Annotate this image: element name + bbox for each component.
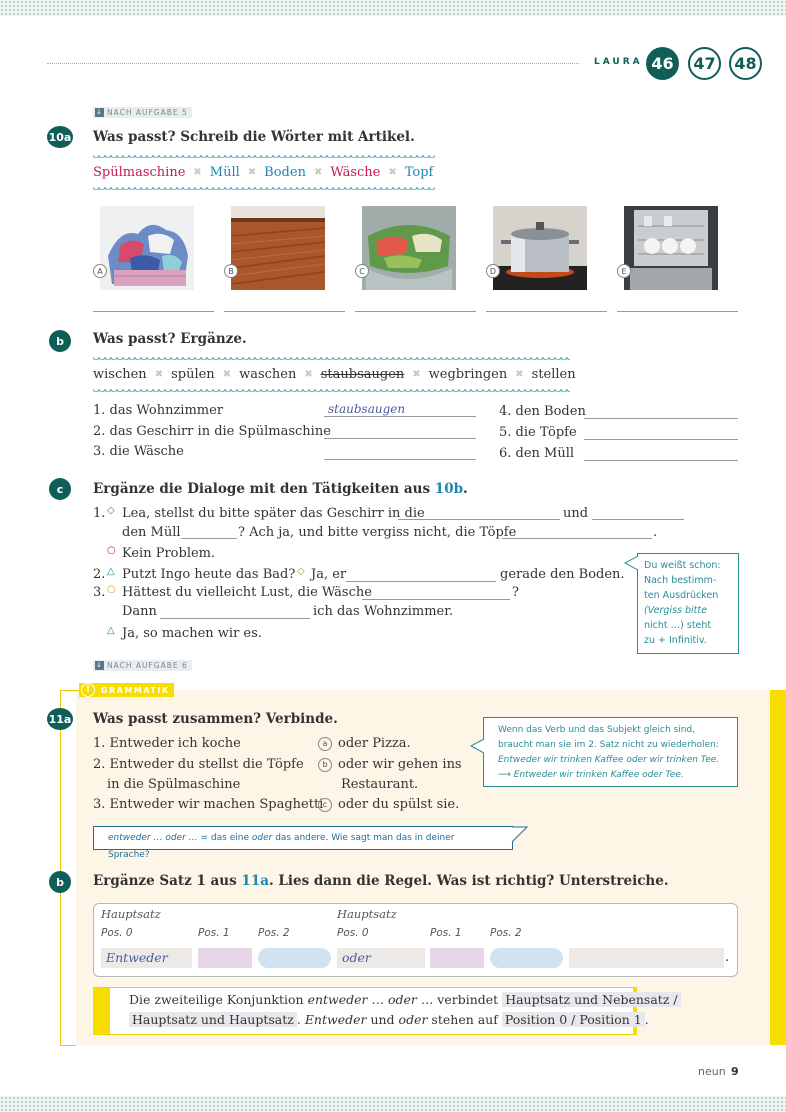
blank-4[interactable] xyxy=(502,538,652,539)
item-2: 2. das Geschirr in die Spülmaschine xyxy=(93,424,331,439)
question-end: . Lies dann die Regel. Was ist richtig? Unterstreiche. xyxy=(268,873,669,889)
word-wegbringen: wegbringen xyxy=(428,367,508,382)
subheading-text: NACH AUFGABE 5 xyxy=(107,108,188,117)
match-option-a[interactable] xyxy=(318,736,411,751)
wave-divider xyxy=(93,389,570,393)
rule-text: Die zweiteilige Konjunktion xyxy=(129,992,308,1007)
answer-line-6[interactable] xyxy=(584,460,738,461)
separator-icon: ✖ xyxy=(304,369,313,380)
arrow-right-icon: ⟶ xyxy=(498,770,514,780)
slot-pos2-a[interactable] xyxy=(258,948,331,968)
separator-icon: ✖ xyxy=(222,369,232,380)
note-entweder-oder xyxy=(93,826,513,860)
wave-divider xyxy=(93,357,570,361)
separator-icon: ✖ xyxy=(247,167,257,178)
slot-pos2-b[interactable] xyxy=(490,948,563,968)
arrow-down-icon: ↓ xyxy=(96,108,103,116)
blank-7[interactable] xyxy=(160,618,310,619)
position-label: Pos. 2 xyxy=(490,927,522,939)
photo-pot xyxy=(493,206,587,290)
answer-line-d[interactable] xyxy=(486,311,607,312)
rule-text: oder xyxy=(398,1012,428,1027)
dialog-1-line-1: Lea, stellst du bitte später das Geschirr in die xyxy=(122,506,425,521)
word-staubsaugen-crossed: staubsaugen xyxy=(320,367,405,382)
separator-icon: ✖ xyxy=(388,167,397,178)
blank-1[interactable] xyxy=(398,519,560,520)
page-tab-46[interactable]: 46 xyxy=(646,47,679,80)
word-box-10b xyxy=(93,367,576,382)
item-5: 5. die Töpfe xyxy=(499,425,577,440)
rule-text: stehen auf xyxy=(427,1012,502,1027)
option-letter-a: a xyxy=(318,737,332,751)
option-b-text: oder wir gehen ins xyxy=(338,757,462,772)
position-label: Pos. 1 xyxy=(198,927,230,939)
separator-icon: ✖ xyxy=(412,369,421,380)
rule-text: entweder … oder … xyxy=(307,992,434,1007)
question-reference: 11a xyxy=(241,873,269,889)
word-wischen: wischen xyxy=(93,367,147,382)
position-label: Pos. 0 xyxy=(101,927,133,939)
exclamation-icon: ! xyxy=(81,683,95,697)
diamond-icon: ◇ xyxy=(297,566,305,577)
photo-floor xyxy=(231,206,325,290)
answer-line-e[interactable] xyxy=(617,311,738,312)
answer-line-2[interactable] xyxy=(324,438,476,439)
item-1: 1. das Wohnzimmer xyxy=(93,403,224,418)
question-reference: 10b xyxy=(434,481,464,497)
rule-text: Entweder xyxy=(304,1012,367,1027)
item-6: 6. den Müll xyxy=(499,446,575,461)
option-a-text: oder Pizza. xyxy=(338,736,411,751)
dialog-1-number: 1. xyxy=(93,506,106,521)
subheading-nach-aufgabe-6 xyxy=(93,660,192,671)
answer-line-a[interactable] xyxy=(93,311,214,312)
answer-line-5[interactable] xyxy=(584,439,738,440)
question-10b: Was passt? Ergänze. xyxy=(93,331,247,347)
slot-rest[interactable] xyxy=(569,948,724,968)
note-part: das andere. Wie sagt man das in deiner Sprache? xyxy=(108,833,455,860)
match-left-2: 2. Entweder du stellst die Töpfe xyxy=(93,757,304,772)
column-head-hauptsatz-2: Hauptsatz xyxy=(337,907,397,921)
slot-pos1-b[interactable] xyxy=(430,948,484,968)
blank-3[interactable] xyxy=(181,538,237,539)
match-option-b[interactable] xyxy=(318,757,462,772)
dialog-2-number: 2. xyxy=(93,567,106,582)
circle-icon: ○ xyxy=(107,545,116,556)
tip-line: Wenn das Verb und das Subjekt gleich sind, xyxy=(498,725,695,735)
note-part: = das eine xyxy=(197,833,252,843)
header-name: LAURA xyxy=(594,57,643,67)
position-label: Pos. 1 xyxy=(430,927,462,939)
blank-6[interactable] xyxy=(362,599,510,600)
rule-line-1 xyxy=(129,992,681,1007)
grammar-frame-bottom xyxy=(60,1045,76,1046)
question-11a: Was passt zusammen? Verbinde. xyxy=(93,711,338,727)
dialog-3-question: Hättest du vielleicht Lust, die Wäsche xyxy=(122,585,372,600)
blank-2[interactable] xyxy=(592,519,684,520)
word-spuelmaschine: Spülmaschine xyxy=(93,165,186,180)
answer-line-b[interactable] xyxy=(224,311,345,312)
photo-dishwasher xyxy=(624,206,718,290)
photo-label-b: B xyxy=(224,264,238,278)
footer-page-word: neun xyxy=(698,1065,726,1078)
dialog-3-reply: Ja, so machen wir es. xyxy=(122,626,262,641)
grammar-label xyxy=(79,683,174,697)
word-box-10a xyxy=(93,165,433,180)
option-c-text: oder du spülst sie. xyxy=(338,797,460,812)
option-letter-c: c xyxy=(318,798,332,812)
dialog-1-reply: Kein Problem. xyxy=(122,546,216,561)
wave-divider xyxy=(93,155,435,159)
photo-label-a: A xyxy=(93,264,107,278)
dialog-1-line-2: ? Ach ja, und bitte vergiss nicht, die Töpfe xyxy=(238,525,517,540)
separator-icon: ✖ xyxy=(313,167,323,178)
tip-line: nicht …) steht xyxy=(644,620,712,631)
question-text: Ergänze Satz 1 aus xyxy=(93,873,242,889)
note-part: entweder … oder … xyxy=(108,833,198,843)
triangle-icon: △ xyxy=(107,625,115,636)
handwritten-answer-1: staubsaugen xyxy=(328,402,406,416)
photo-label-d: D xyxy=(486,264,500,278)
footer-page-number: 9 xyxy=(731,1065,739,1078)
match-left-1: 1. Entweder ich koche xyxy=(93,736,241,751)
match-left-3: 3. Entweder wir machen Spaghetti xyxy=(93,797,324,812)
match-option-c[interactable] xyxy=(318,797,459,812)
dialog-1-period: . xyxy=(653,525,658,540)
subheading-nach-aufgabe-5 xyxy=(93,107,192,118)
answer-line-1[interactable] xyxy=(324,416,476,417)
subheading-text: NACH AUFGABE 6 xyxy=(107,661,188,670)
word-spuelen: spülen xyxy=(171,367,215,382)
exercise-number-10b: b xyxy=(49,330,71,352)
answer-line-4[interactable] xyxy=(584,418,738,419)
rule-text: . xyxy=(644,1012,649,1027)
exercise-number-11b: b xyxy=(49,871,71,893)
callout-pointer xyxy=(624,555,640,571)
wave-divider xyxy=(93,187,435,191)
callout-pointer xyxy=(470,738,486,754)
note-pointer xyxy=(511,826,529,844)
dialog-2-answer: Ja, er xyxy=(311,567,347,582)
grammar-yellow-bar xyxy=(770,690,786,1045)
sentence-end-period: . xyxy=(725,950,730,965)
exercise-number-10c: c xyxy=(49,478,71,500)
match-option-b2: Restaurant. xyxy=(341,777,419,792)
question-11b xyxy=(93,873,669,889)
tip-callout-zu-infinitiv xyxy=(637,553,739,654)
tip-callout-verb-subject xyxy=(483,717,738,787)
word-waesche: Wäsche xyxy=(330,165,381,180)
photo-label-c: C xyxy=(355,264,369,278)
question-text: Ergänze die Dialoge mit den Tätigkeiten aus xyxy=(93,481,435,497)
handwritten-entweder: Entweder xyxy=(106,950,168,965)
column-head-hauptsatz-1: Hauptsatz xyxy=(101,907,161,921)
choice-hauptsatz-hauptsatz[interactable]: Hauptsatz und Hauptsatz xyxy=(129,1012,297,1027)
grammar-frame-top xyxy=(60,690,79,691)
dialog-1-und: und xyxy=(563,506,589,521)
diamond-icon: ◇ xyxy=(107,505,115,516)
dialog-1-muell: den Müll xyxy=(122,525,181,540)
separator-icon: ✖ xyxy=(193,167,202,178)
page-tab-47[interactable]: 47 xyxy=(688,47,721,80)
position-label: Pos. 0 xyxy=(337,927,369,939)
blank-5[interactable] xyxy=(346,581,496,582)
separator-icon: ✖ xyxy=(154,369,164,380)
note-part: oder xyxy=(251,833,273,843)
tip-line: Du weißt schon: xyxy=(644,560,721,571)
slot-pos1-a[interactable] xyxy=(198,948,252,968)
answer-line-3[interactable] xyxy=(324,459,476,460)
circle-icon: ○ xyxy=(107,584,116,595)
option-letter-b: b xyxy=(318,758,332,772)
header-rule xyxy=(47,63,579,64)
tip-line: braucht man sie im 2. Satz nicht zu wiederholen: xyxy=(498,740,719,750)
answer-line-c[interactable] xyxy=(355,311,476,312)
dialog-3-dann: Dann xyxy=(122,604,157,619)
photo-trash xyxy=(362,206,456,290)
position-label: Pos. 2 xyxy=(258,927,290,939)
grammar-frame-left xyxy=(60,690,61,1046)
tip-line: ten Ausdrücken xyxy=(644,590,719,601)
rule-text: verbindet xyxy=(433,992,503,1007)
word-muell: Müll xyxy=(209,165,240,180)
item-4: 4. den Boden xyxy=(499,404,586,419)
question-10c xyxy=(93,481,468,497)
tip-line: (Vergiss bitte xyxy=(644,605,707,616)
tip-line: zu + Infinitiv. xyxy=(644,635,707,646)
arrow-down-icon: ↓ xyxy=(96,661,103,669)
question-10a: Was passt? Schreib die Wörter mit Artikel. xyxy=(93,129,415,145)
dialog-3-qmark: ? xyxy=(512,585,519,600)
dialog-3-number: 3. xyxy=(93,585,106,600)
tip-line: Entweder wir trinken Kaffee oder wir trinken Tee. xyxy=(498,755,720,765)
photo-label-e: E xyxy=(617,264,631,278)
bottom-pattern-band xyxy=(0,1096,786,1112)
exercise-number-10a: 10a xyxy=(47,126,73,148)
choice-hauptsatz-nebensatz[interactable]: Hauptsatz und Nebensatz / xyxy=(502,992,680,1007)
photo-laundry xyxy=(100,206,194,290)
triangle-icon: △ xyxy=(107,566,115,577)
word-boden: Boden xyxy=(264,165,306,180)
tip-line: Nach bestimm- xyxy=(644,575,717,586)
grammar-label-text: GRAMMATIK xyxy=(101,685,170,695)
dialog-2-end: gerade den Boden. xyxy=(500,567,625,582)
dialog-3-end: ich das Wohnzimmer. xyxy=(313,604,454,619)
dialog-2-question: Putzt Ingo heute das Bad? xyxy=(122,567,296,582)
rule-line-2 xyxy=(129,1012,649,1027)
item-3: 3. die Wäsche xyxy=(93,444,184,459)
match-left-2b: in die Spülmaschine xyxy=(107,777,241,792)
tip-line: Entweder wir trinken Kaffee oder Tee. xyxy=(513,770,684,780)
page-tab-48[interactable]: 48 xyxy=(729,47,762,80)
word-waschen: waschen xyxy=(239,367,297,382)
rule-text: . xyxy=(296,1012,305,1027)
rule-text: und xyxy=(366,1012,399,1027)
word-stellen: stellen xyxy=(531,367,576,382)
handwritten-oder: oder xyxy=(342,950,371,965)
choice-position[interactable]: Position 0 / Position 1 xyxy=(502,1012,645,1027)
separator-icon: ✖ xyxy=(515,369,524,380)
question-end: . xyxy=(463,481,468,497)
top-pattern-band xyxy=(0,0,786,16)
word-topf: Topf xyxy=(404,165,434,180)
exercise-number-11a: 11a xyxy=(47,708,73,730)
